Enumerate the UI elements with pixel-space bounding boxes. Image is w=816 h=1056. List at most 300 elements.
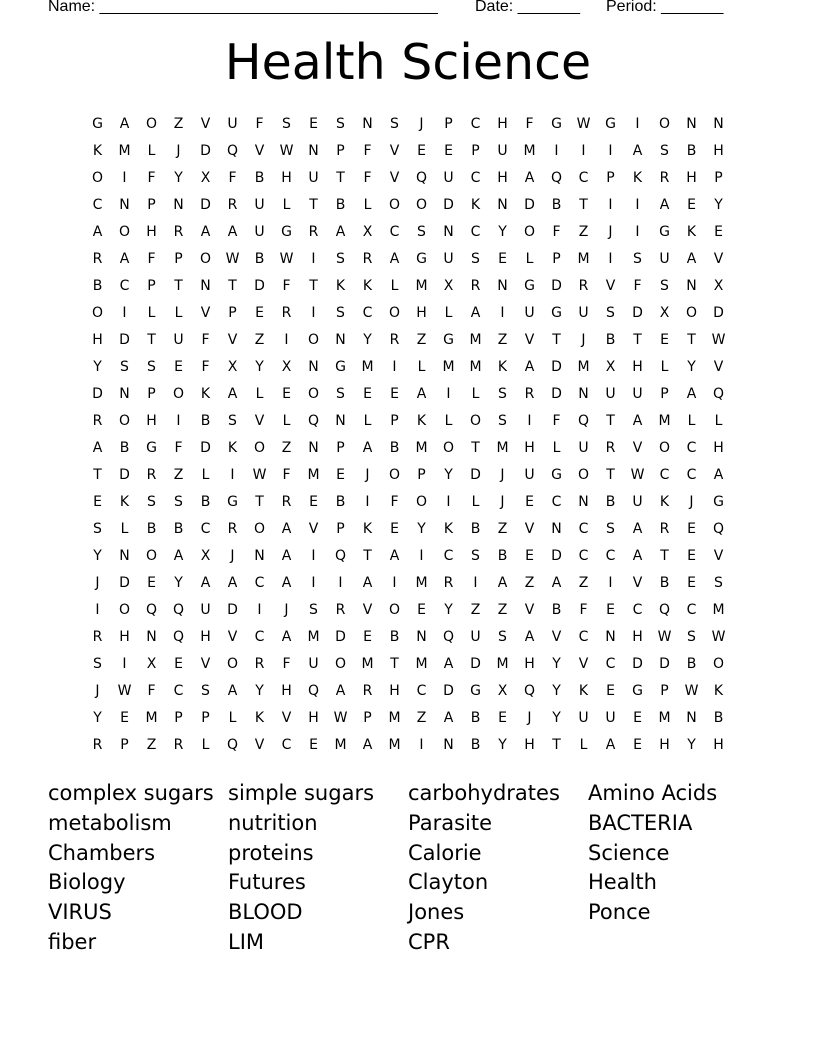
grid-letter: E xyxy=(336,467,345,483)
grid-letter: T xyxy=(579,197,588,213)
grid-letter: I xyxy=(473,575,478,591)
grid-letter: J xyxy=(95,575,100,591)
grid-letter: L xyxy=(390,278,399,294)
grid-letter: Y xyxy=(714,197,723,213)
grid-letter: S xyxy=(498,386,507,402)
grid-letter: C xyxy=(119,278,130,294)
grid-letter: N xyxy=(605,629,616,645)
grid-row xyxy=(84,138,732,165)
grid-letter: P xyxy=(147,197,156,213)
grid-letter: L xyxy=(687,413,696,429)
grid-letter: B xyxy=(389,629,400,645)
grid-letter: S xyxy=(606,521,615,537)
grid-letter: B xyxy=(497,548,508,564)
grid-letter: C xyxy=(632,602,643,618)
grid-letter: I xyxy=(230,467,235,483)
grid-letter: S xyxy=(282,116,291,132)
grid-letter: U xyxy=(308,170,319,186)
grid-letter: E xyxy=(606,602,615,618)
grid-letter: A xyxy=(470,305,481,321)
grid-letter: S xyxy=(471,548,480,564)
grid-letter: U xyxy=(443,170,454,186)
grid-letter: I xyxy=(392,575,397,591)
grid-letter: I xyxy=(122,305,127,321)
grid-letter: O xyxy=(253,521,266,537)
grid-letter: C xyxy=(254,629,265,645)
grid-letter: R xyxy=(227,197,238,213)
grid-letter: H xyxy=(713,440,724,456)
grid-letter: T xyxy=(390,656,399,672)
grid-letter: Q xyxy=(307,683,320,699)
grid-letter: A xyxy=(389,548,400,564)
grid-letter: B xyxy=(335,494,346,510)
grid-letter: H xyxy=(524,737,535,753)
grid-letter: V xyxy=(254,143,265,159)
word-bank-item: carbohydrates xyxy=(408,781,560,805)
grid-letter: A xyxy=(227,575,238,591)
grid-letter: F xyxy=(552,413,561,429)
grid-letter: P xyxy=(606,170,615,186)
word-bank-item: Clayton xyxy=(408,870,489,895)
word-bank-item: CPR xyxy=(408,929,450,954)
grid-letter: N xyxy=(578,386,589,402)
grid-letter: N xyxy=(551,521,562,537)
grid-letter: I xyxy=(392,359,397,375)
grid-letter: O xyxy=(145,548,158,564)
grid-letter: T xyxy=(147,332,156,348)
grid-letter: S xyxy=(93,656,102,672)
grid-letter: D xyxy=(551,548,562,564)
word-bank-column xyxy=(588,779,768,958)
grid-letter: R xyxy=(173,737,184,753)
grid-letter: K xyxy=(362,278,373,294)
grid-letter: I xyxy=(608,143,613,159)
grid-letter: B xyxy=(686,143,697,159)
grid-letter: Y xyxy=(255,359,264,375)
grid-letter: C xyxy=(173,683,184,699)
grid-letter: B xyxy=(254,251,265,267)
grid-letter: H xyxy=(686,170,697,186)
word-bank-item: BACTERIA xyxy=(588,810,693,835)
grid-letter: N xyxy=(443,737,454,753)
word-bank-column xyxy=(228,779,408,958)
grid-letter: O xyxy=(118,413,131,429)
grid-letter: I xyxy=(635,224,640,240)
grid-letter: T xyxy=(336,170,345,186)
grid-letter: R xyxy=(227,521,238,537)
grid-letter: F xyxy=(147,683,156,699)
grid-letter: N xyxy=(308,440,319,456)
grid-letter: U xyxy=(632,494,643,510)
grid-letter: I xyxy=(608,575,613,591)
grid-letter: Y xyxy=(93,359,102,375)
grid-letter: A xyxy=(281,521,292,537)
date-field: Date: _______ xyxy=(475,0,580,15)
grid-letter: H xyxy=(659,737,670,753)
grid-letter: N xyxy=(686,710,697,726)
grid-row xyxy=(84,300,732,327)
grid-letter: U xyxy=(524,305,535,321)
grid-letter: T xyxy=(687,332,696,348)
grid-letter: G xyxy=(605,116,616,132)
grid-letter: W xyxy=(279,251,294,267)
grid-letter: I xyxy=(311,305,316,321)
grid-letter: E xyxy=(120,710,129,726)
grid-letter: A xyxy=(227,683,238,699)
grid-letter: J xyxy=(419,116,424,132)
grid-letter: E xyxy=(714,224,723,240)
grid-letter: I xyxy=(122,170,127,186)
grid-letter: E xyxy=(147,575,156,591)
grid-letter: D xyxy=(551,278,562,294)
grid-letter: G xyxy=(92,116,103,132)
grid-letter: A xyxy=(119,251,130,267)
grid-letter: O xyxy=(523,224,536,240)
grid-letter: B xyxy=(254,170,265,186)
grid-letter: L xyxy=(714,413,723,429)
grid-row xyxy=(84,111,732,138)
grid-letter: M xyxy=(118,143,131,159)
grid-letter: K xyxy=(686,224,697,240)
grid-letter: N xyxy=(254,548,265,564)
grid-letter: W xyxy=(225,251,240,267)
grid-letter: N xyxy=(362,116,373,132)
grid-letter: C xyxy=(416,683,427,699)
grid-letter: M xyxy=(577,251,590,267)
grid-letter: C xyxy=(686,467,697,483)
grid-letter: I xyxy=(608,197,613,213)
grid-letter: R xyxy=(578,278,589,294)
word-bank-item: Futures xyxy=(228,870,306,895)
grid-letter: O xyxy=(226,656,239,672)
grid-letter: X xyxy=(713,278,724,294)
grid-letter: Y xyxy=(93,710,102,726)
grid-row xyxy=(84,192,732,219)
grid-letter: H xyxy=(146,224,157,240)
grid-letter: D xyxy=(713,305,724,321)
grid-letter: B xyxy=(470,521,481,537)
grid-letter: J xyxy=(689,494,694,510)
grid-letter: P xyxy=(174,710,183,726)
grid-letter: G xyxy=(659,224,670,240)
grid-letter: E xyxy=(174,359,183,375)
grid-letter: M xyxy=(361,656,374,672)
grid-letter: A xyxy=(335,683,346,699)
grid-letter: T xyxy=(552,737,561,753)
grid-letter: Z xyxy=(173,467,184,483)
grid-letter: U xyxy=(605,386,616,402)
grid-letter: Z xyxy=(578,224,589,240)
grid-letter: Q xyxy=(226,737,239,753)
grid-letter: A xyxy=(632,548,643,564)
grid-letter: M xyxy=(658,413,671,429)
grid-letter: R xyxy=(281,494,292,510)
grid-letter: H xyxy=(632,629,643,645)
grid-letter: F xyxy=(282,467,291,483)
word-bank-item: Amino Acids xyxy=(588,781,718,805)
grid-letter: C xyxy=(389,224,400,240)
grid-letter: R xyxy=(443,575,454,591)
grid-letter: G xyxy=(551,116,562,132)
grid-letter: X xyxy=(605,359,616,375)
grid-letter: C xyxy=(551,494,562,510)
grid-letter: Y xyxy=(417,521,426,537)
grid-letter: W xyxy=(117,683,132,699)
grid-letter: B xyxy=(200,494,211,510)
grid-letter: I xyxy=(419,548,424,564)
grid-letter: U xyxy=(254,224,265,240)
grid-letter: M xyxy=(388,710,401,726)
grid-letter: C xyxy=(443,548,454,564)
grid-letter: P xyxy=(174,251,183,267)
grid-letter: O xyxy=(577,467,590,483)
grid-letter: D xyxy=(470,467,481,483)
grid-letter: G xyxy=(146,440,157,456)
grid-letter: Y xyxy=(498,737,507,753)
grid-letter: M xyxy=(577,359,590,375)
word-bank-column xyxy=(408,779,588,958)
grid-letter: I xyxy=(257,602,262,618)
grid-letter: H xyxy=(308,710,319,726)
grid-letter: K xyxy=(416,413,427,429)
grid-letter: B xyxy=(335,197,346,213)
grid-row xyxy=(84,246,732,273)
grid-letter: I xyxy=(446,494,451,510)
grid-letter: L xyxy=(525,251,534,267)
grid-letter: S xyxy=(471,251,480,267)
word-bank-item: fiber xyxy=(48,929,97,954)
grid-letter: A xyxy=(524,629,535,645)
grid-letter: I xyxy=(446,386,451,402)
grid-letter: L xyxy=(444,413,453,429)
grid-letter: O xyxy=(172,386,185,402)
grid-letter: D xyxy=(119,575,130,591)
grid-letter: L xyxy=(201,737,210,753)
grid-letter: K xyxy=(119,494,130,510)
grid-letter: A xyxy=(659,197,670,213)
grid-letter: B xyxy=(659,575,670,591)
word-bank xyxy=(48,779,768,958)
grid-letter: H xyxy=(119,629,130,645)
grid-letter: P xyxy=(228,305,237,321)
grid-letter: K xyxy=(335,278,346,294)
grid-letter: V xyxy=(389,143,400,159)
grid-letter: W xyxy=(657,629,672,645)
grid-letter: O xyxy=(118,602,131,618)
grid-row xyxy=(84,165,732,192)
grid-letter: R xyxy=(659,170,670,186)
grid-letter: K xyxy=(497,359,508,375)
grid-letter: C xyxy=(578,170,589,186)
grid-letter: U xyxy=(578,710,589,726)
grid-letter: W xyxy=(576,116,591,132)
grid-letter: F xyxy=(147,170,156,186)
grid-letter: U xyxy=(200,602,211,618)
grid-letter: N xyxy=(200,278,211,294)
grid-letter: L xyxy=(282,413,291,429)
grid-letter: O xyxy=(712,656,725,672)
grid-letter: V xyxy=(632,575,643,591)
grid-letter: U xyxy=(443,251,454,267)
grid-letter: Z xyxy=(254,332,265,348)
grid-letter: F xyxy=(282,278,291,294)
grid-letter: B xyxy=(146,521,157,537)
grid-letter: U xyxy=(254,197,265,213)
grid-letter: H xyxy=(92,332,103,348)
grid-letter: M xyxy=(415,278,428,294)
grid-letter: Y xyxy=(444,602,453,618)
grid-letter: M xyxy=(523,143,536,159)
grid-letter: W xyxy=(711,629,726,645)
grid-letter: V xyxy=(254,413,265,429)
grid-letter: H xyxy=(146,413,157,429)
grid-letter: F xyxy=(633,278,642,294)
grid-letter: P xyxy=(714,170,723,186)
grid-letter: S xyxy=(714,575,723,591)
grid-letter: V xyxy=(605,278,616,294)
word-bank-item: nutrition xyxy=(228,810,318,835)
grid-letter: O xyxy=(388,602,401,618)
grid-letter: E xyxy=(687,575,696,591)
grid-letter: O xyxy=(253,440,266,456)
grid-letter: Z xyxy=(497,602,508,618)
grid-letter: D xyxy=(632,305,643,321)
grid-letter: Q xyxy=(307,413,320,429)
grid-letter: Y xyxy=(93,548,102,564)
grid-letter: W xyxy=(684,683,699,699)
grid-letter: E xyxy=(255,305,264,321)
grid-letter: N xyxy=(308,143,319,159)
grid-letter: E xyxy=(498,251,507,267)
grid-letter: Y xyxy=(498,224,507,240)
grid-letter: M xyxy=(334,737,347,753)
grid-letter: O xyxy=(307,332,320,348)
grid-letter: K xyxy=(470,197,481,213)
grid-letter: A xyxy=(686,251,697,267)
grid-letter: H xyxy=(389,683,400,699)
grid-letter: Y xyxy=(174,575,183,591)
grid-row xyxy=(84,219,732,246)
grid-letter: P xyxy=(660,683,669,699)
grid-letter: K xyxy=(578,683,589,699)
grid-letter: D xyxy=(443,683,454,699)
grid-letter: X xyxy=(362,224,373,240)
grid-letter: V xyxy=(551,629,562,645)
grid-letter: I xyxy=(284,332,289,348)
grid-letter: Q xyxy=(712,386,725,402)
grid-letter: P xyxy=(120,737,129,753)
grid-letter: P xyxy=(471,143,480,159)
grid-letter: G xyxy=(524,278,535,294)
word-bank-item: metabolism xyxy=(48,810,172,835)
grid-letter: A xyxy=(551,575,562,591)
grid-letter: Q xyxy=(172,602,185,618)
grid-letter: N xyxy=(416,629,427,645)
grid-letter: P xyxy=(417,467,426,483)
grid-letter: M xyxy=(415,575,428,591)
grid-letter: G xyxy=(551,467,562,483)
grid-letter: R xyxy=(92,629,103,645)
word-bank-item: simple sugars xyxy=(228,781,375,805)
grid-letter: X xyxy=(443,278,454,294)
grid-letter: S xyxy=(93,521,102,537)
grid-letter: A xyxy=(443,656,454,672)
grid-letter: H xyxy=(497,170,508,186)
grid-letter: S xyxy=(336,251,345,267)
grid-letter: L xyxy=(471,386,480,402)
grid-letter: M xyxy=(469,332,482,348)
grid-letter: D xyxy=(335,629,346,645)
grid-letter: E xyxy=(633,737,642,753)
grid-letter: U xyxy=(578,305,589,321)
grid-letter: E xyxy=(309,116,318,132)
grid-letter: S xyxy=(228,413,237,429)
grid-letter: N xyxy=(335,413,346,429)
grid-letter: F xyxy=(255,116,264,132)
grid-letter: R xyxy=(254,656,265,672)
grid-letter: C xyxy=(659,467,670,483)
grid-letter: R xyxy=(605,440,616,456)
grid-letter: E xyxy=(309,494,318,510)
grid-letter: S xyxy=(336,116,345,132)
grid-letter: T xyxy=(309,197,318,213)
grid-letter: V xyxy=(524,602,535,618)
grid-letter: A xyxy=(335,224,346,240)
word-bank-item: Ponce xyxy=(588,900,651,925)
grid-letter: L xyxy=(147,305,156,321)
grid-letter: A xyxy=(362,737,373,753)
grid-letter: S xyxy=(336,386,345,402)
grid-letter: X xyxy=(200,548,211,564)
grid-letter: B xyxy=(551,602,562,618)
grid-letter: A xyxy=(524,170,535,186)
grid-letter: O xyxy=(658,116,671,132)
grid-letter: V xyxy=(281,710,292,726)
grid-letter: P xyxy=(660,386,669,402)
grid-letter: X xyxy=(281,359,292,375)
grid-letter: E xyxy=(606,683,615,699)
grid-letter: S xyxy=(174,494,183,510)
grid-letter: A xyxy=(119,116,130,132)
grid-letter: H xyxy=(281,170,292,186)
grid-letter: G xyxy=(551,305,562,321)
grid-letter: R xyxy=(173,224,184,240)
grid-letter: A xyxy=(524,359,535,375)
grid-letter: I xyxy=(122,656,127,672)
grid-letter: A xyxy=(227,386,238,402)
grid-row xyxy=(84,435,732,462)
grid-letter: I xyxy=(365,494,370,510)
grid-letter: G xyxy=(416,251,427,267)
grid-letter: V xyxy=(524,521,535,537)
grid-letter: I xyxy=(311,548,316,564)
grid-letter: L xyxy=(363,197,372,213)
grid-letter: O xyxy=(685,305,698,321)
grid-letter: A xyxy=(200,224,211,240)
grid-letter: K xyxy=(659,494,670,510)
grid-letter: U xyxy=(308,656,319,672)
grid-letter: T xyxy=(606,413,615,429)
grid-letter: V xyxy=(713,548,724,564)
grid-letter: V xyxy=(200,656,211,672)
grid-letter: M xyxy=(712,602,725,618)
grid-letter: A xyxy=(281,548,292,564)
grid-letter: O xyxy=(91,305,104,321)
grid-letter: O xyxy=(91,170,104,186)
grid-letter: S xyxy=(147,494,156,510)
grid-letter: N xyxy=(686,116,697,132)
grid-letter: V xyxy=(200,305,211,321)
